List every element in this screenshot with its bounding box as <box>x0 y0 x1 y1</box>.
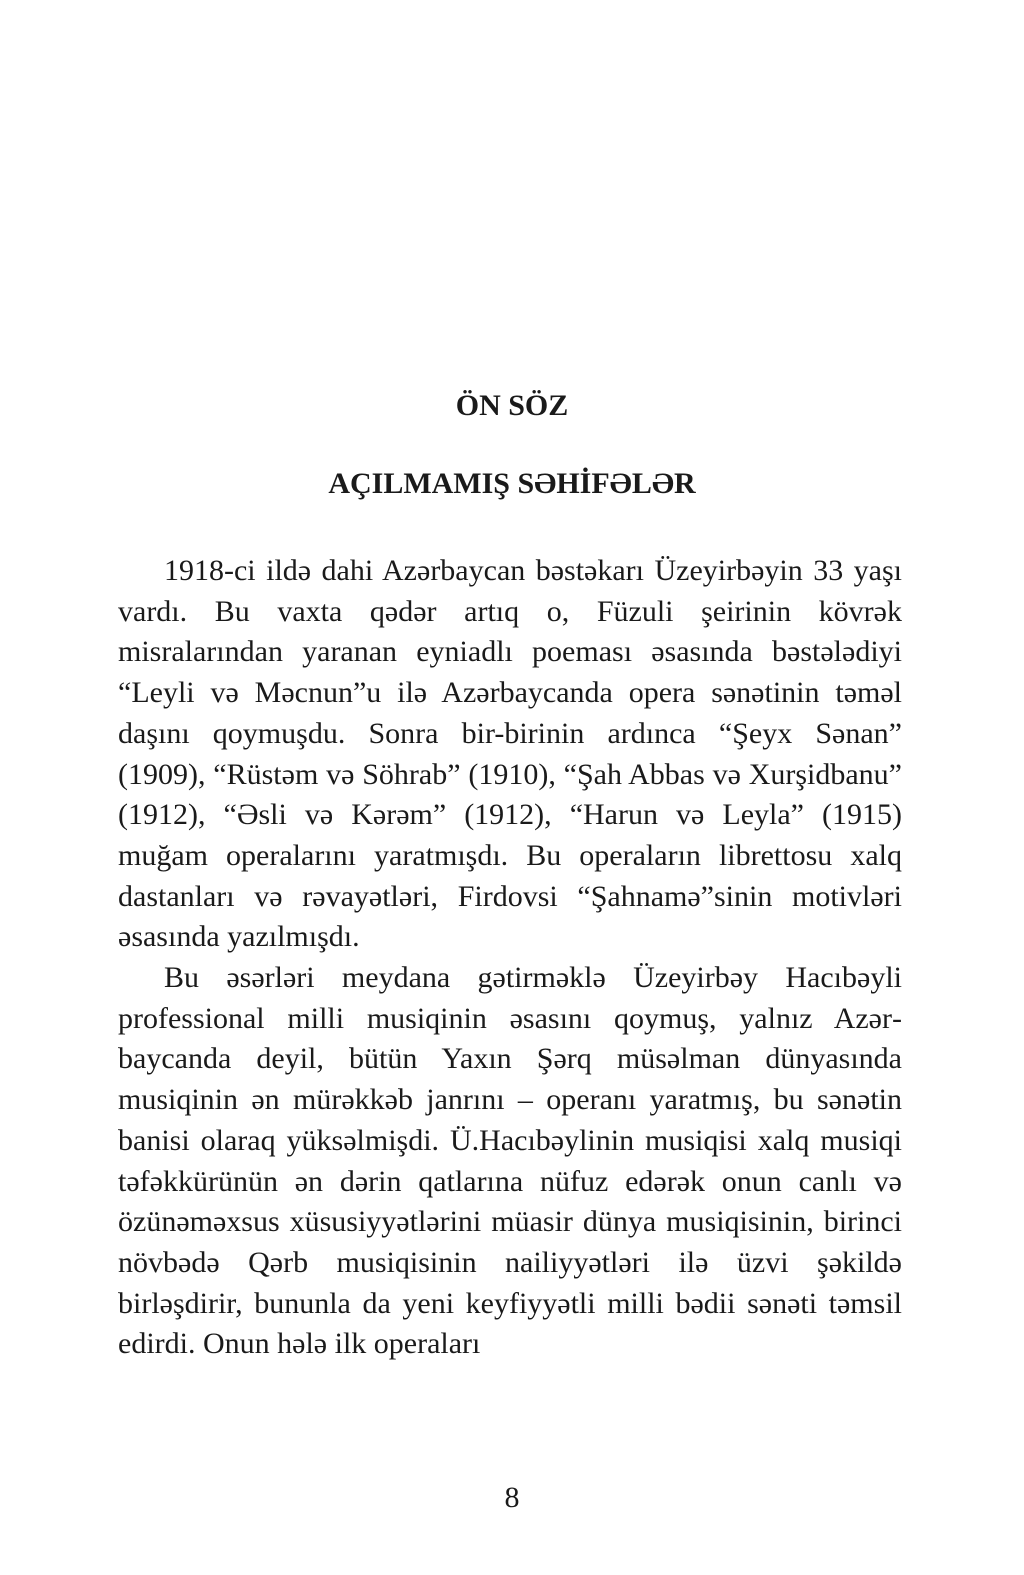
body-text <box>118 551 902 1365</box>
paragraph: 1918-ci ildə dahi Azərbaycan bəstəkarı Üzeyirbəyin 33 yaşı vardı. Bu vaxta qədər artıq o, Füzuli şeirinin kövrək misralarından yaranan eyniadlı poeması əsasında bəstələdiyi “Leyli və Məcnun”u ilə Azərbaycanda opera sənətinin təməl daşını qoymuşdu. Sonra bir-birinin ardınca “Şeyx Sənan” (1909), “Rüstəm və Söhrab” (1910), “Şah Abbas və Xurşidbanu” (1912), “Əsli və Kərəm” (1912), “Harun və Leyla” (1915) muğam operalarını yaratmışdı. Bu operaların librettosu xalq dastanları və rəvayətləri, Firdovsi “Şahnamə”sinin motivləri əsasında yazılmışdı. <box>118 554 902 954</box>
page-number: 8 <box>504 1481 520 1514</box>
section-title: ÖN SÖZ <box>455 389 569 422</box>
chapter-title: AÇILMAMIŞ SƏHİFƏLƏR <box>328 467 696 500</box>
paragraph: Bu əsərləri meydana gətirməklə Üzeyirbəy Hacıbəyli professional milli musiqinin əsasını qoymuş, yalnız Azərbaycanda deyil, bütün Yaxın Şərq müsəlman dünyasında musiqinin ən mürəkkəb janrını – operanı yaratmış, bu sənətin banisi olaraq yüksəlmişdi. Ü.Hacıbəylinin musiqisi xalq musiqi təfəkkürünün ən dərin qatlarına nüfuz edərək onun canlı və özünəməxsus xüsusiyyətlərini müasir dünya musiqisinin, birinci növbədə Qərb musiqisinin nailiyyətləri ilə üzvi şəkildə birləşdirir, bununla da yeni keyfiyyətli milli bədii sənəti təmsil edirdi. Onun hələ ilk operaları <box>118 961 902 1361</box>
